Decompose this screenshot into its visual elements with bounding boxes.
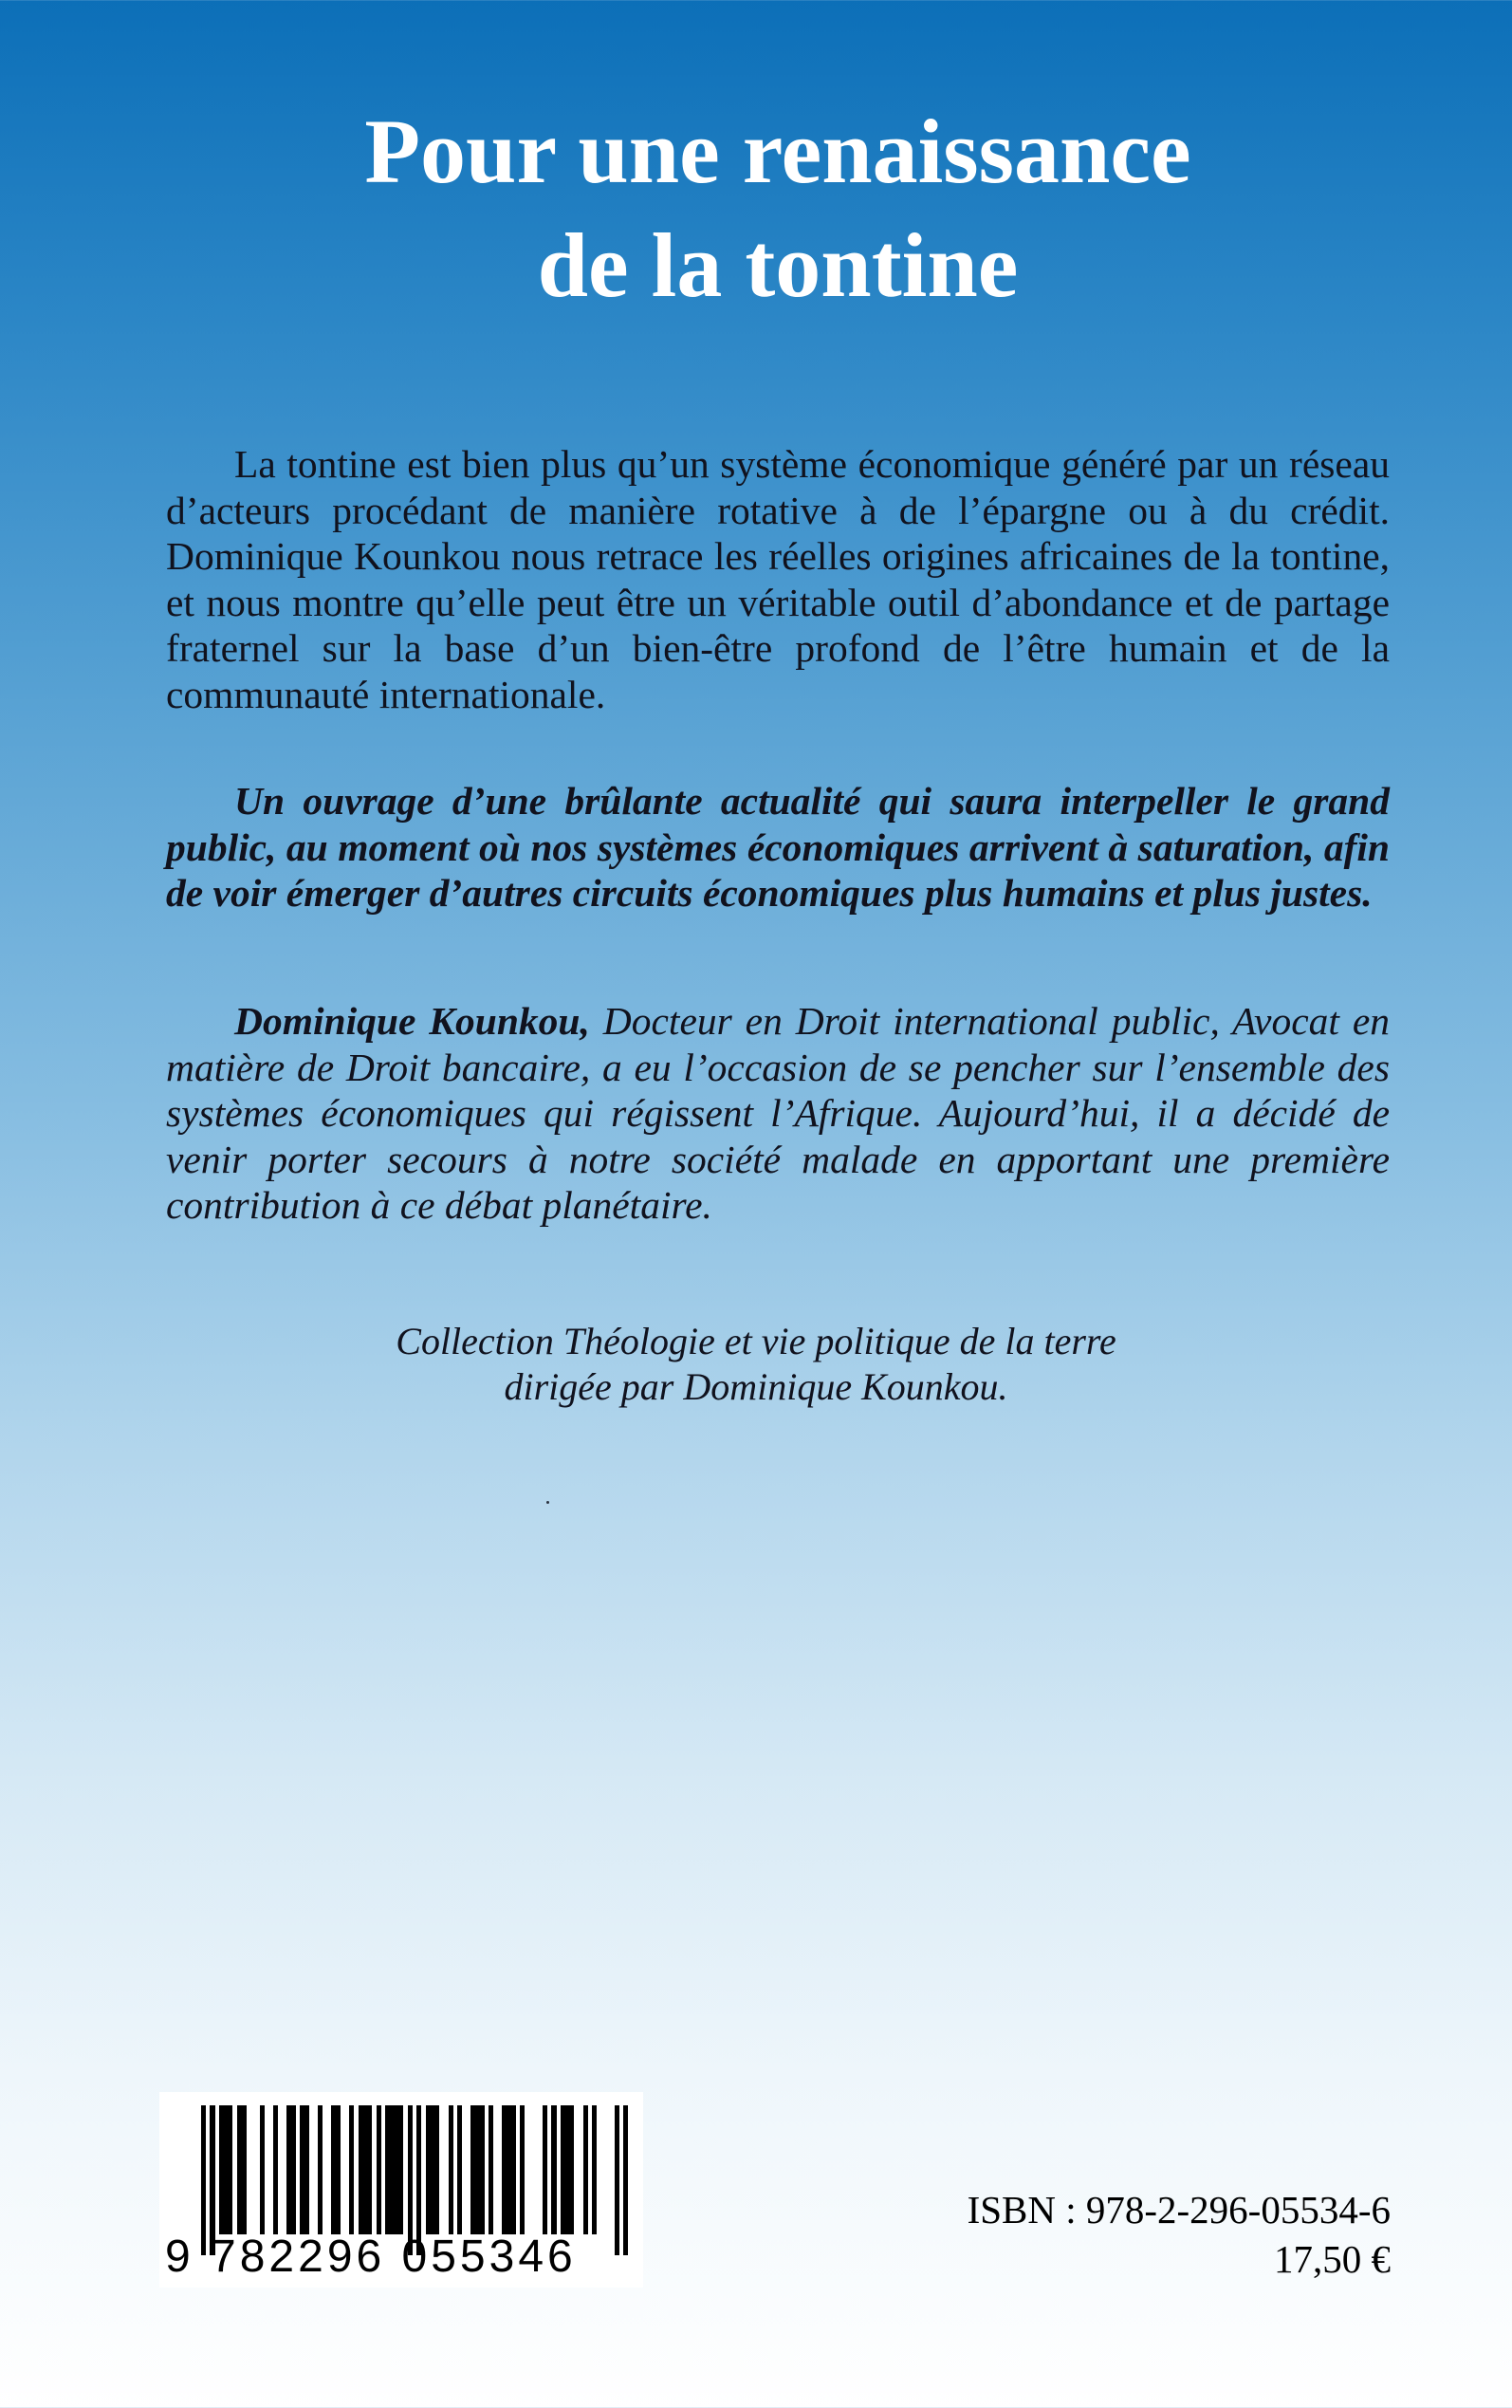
author-bio-text: Docteur en Droit international public, Avocat en matière de Droit bancaire, a eu l’occasion de se pencher sur l’ensemble des systèmes économiques qui régissent l’Afrique. Aujourd’hui, il a décidé de venir porter secours à notre société malade en apportant une première contribution à ce débat planétaire. (166, 999, 1391, 1227)
barcode-bar (367, 2105, 372, 2234)
author-bio-paragraph (166, 998, 1390, 1229)
highlight-paragraph: Un ouvrage d’une brûlante actualité qui saura interpeller le grand public, au moment où nos systèmes économiques arrivent à saturation, afin de voir émerger d’autres circuits économiques plus humains et plus justes. (166, 779, 1390, 915)
barcode-bar (304, 2105, 309, 2234)
barcode (159, 2092, 643, 2288)
barcode-bar (449, 2105, 453, 2234)
barcode-bar (543, 2105, 547, 2234)
barcode-bar (291, 2105, 296, 2234)
barcode-bar (318, 2105, 323, 2234)
barcode-bar (489, 2105, 493, 2234)
barcode-bar (377, 2105, 381, 2234)
barcode-bar (592, 2105, 597, 2234)
isbn-number: ISBN : 978-2-296-05534-6 (967, 2188, 1391, 2232)
price: 17,50 € (1274, 2237, 1391, 2281)
barcode-bar (273, 2105, 278, 2234)
speck-mark (546, 1501, 549, 1504)
barcode-bar (511, 2105, 516, 2234)
barcode-digits: 9 782296 055346 (165, 2232, 577, 2282)
collection-info (0, 1319, 1512, 1410)
barcode-bar (457, 2105, 462, 2234)
title-line-2: de la tontine (537, 214, 1019, 316)
title-line-1: Pour une renaissance (364, 101, 1191, 202)
collection-line-2: dirigée par Dominique Kounkou. (504, 1365, 1008, 1408)
barcode-bar (434, 2105, 439, 2234)
summary-paragraph: La tontine est bien plus qu’un système économique généré par un réseau d’acteurs procédant de manière rotative à de l’épargne ou à du crédit. Dominique Kounkou nous retrace les réelles origines africaines de la tontine, et nous montre qu’elle peut être un véritable outil d’abondance et de partage fraternel sur la base d’un bien-être profond de l’être humain et de la communauté internationale. (166, 442, 1390, 716)
barcode-bar (336, 2105, 341, 2234)
barcode-bar (349, 2105, 354, 2234)
barcode-bars (201, 2105, 628, 2234)
collection-line-1: Collection Théologie et vie politique de la terre (396, 1320, 1116, 1362)
barcode-bar (398, 2105, 403, 2234)
book-title (0, 95, 1512, 323)
barcode-bar (569, 2105, 574, 2234)
barcode-bar (480, 2105, 485, 2234)
barcode-bar (242, 2105, 247, 2234)
barcode-bar (228, 2105, 232, 2234)
barcode-bar (583, 2105, 588, 2234)
barcode-bar (551, 2105, 556, 2234)
barcode-bar (520, 2105, 525, 2234)
barcode-bar (260, 2105, 265, 2234)
author-name: Dominique Kounkou, (234, 999, 590, 1043)
